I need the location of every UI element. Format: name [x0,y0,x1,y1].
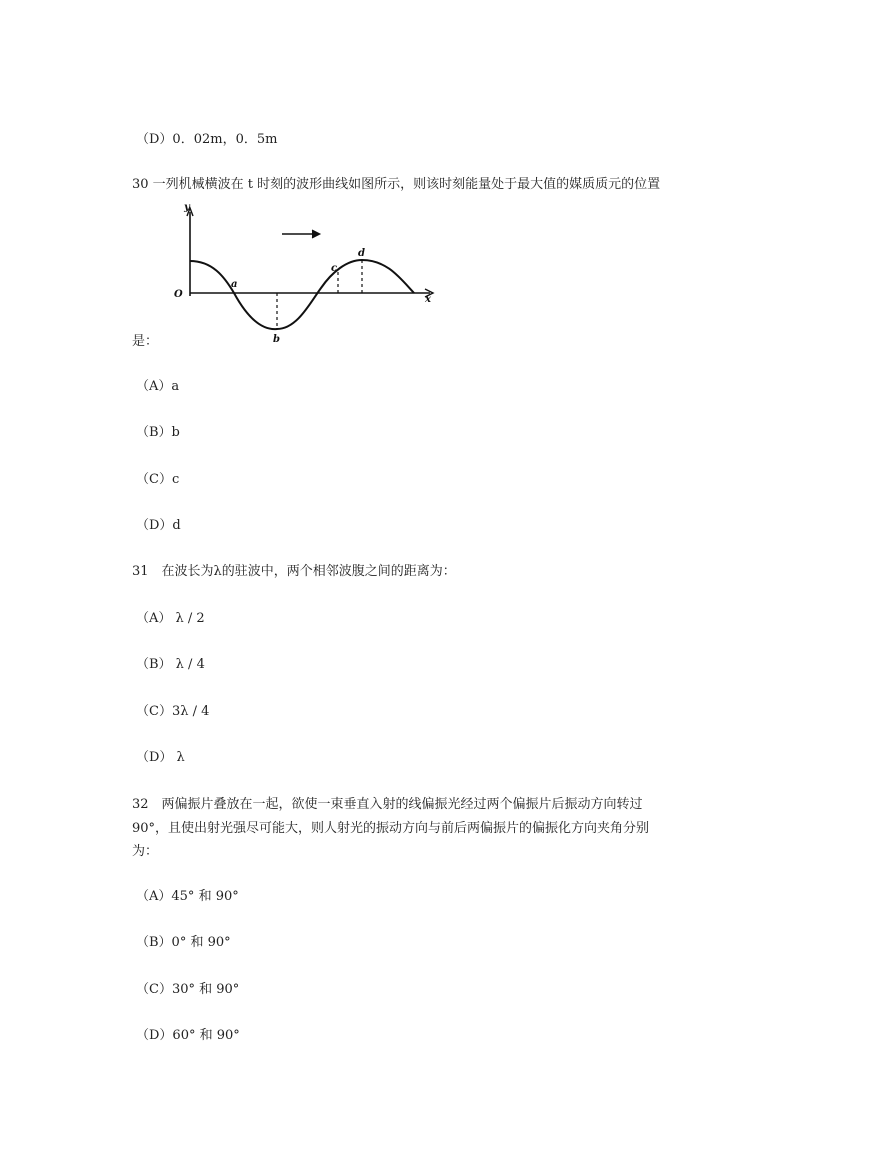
point-d-label: d [358,248,365,259]
x-axis-label: x [425,294,431,305]
q32-option-c: （C）30° 和 90° [136,982,240,997]
q32-option-b: （B）0° 和 90° [136,935,231,950]
point-a-label: a [231,279,238,290]
wave-figure [172,198,447,348]
q32-option-a: （A）45° 和 90° [136,889,239,904]
q30-stem: 30 一列机械横波在 t 时刻的波形曲线如图所示，则该时刻能量处于最大值的媒质质元的位置 [132,177,661,192]
q29-option-d: （D）0．02m，0．5m [136,132,278,147]
q31-option-b: （B） λ / 4 [136,657,205,672]
arrow-right-icon [282,230,320,238]
q31-option-c: （C）3λ / 4 [136,704,210,719]
q30-stem-tail: 是： [132,334,159,349]
q32-option-d: （D）60° 和 90° [136,1028,240,1043]
origin-label: O [174,289,183,300]
point-b-label: b [273,334,280,345]
q31-stem: 31 在波长为λ的驻波中，两个相邻波腹之间的距离为： [132,564,456,579]
point-c-label: c [331,263,338,274]
q31-option-d: （D） λ [136,750,185,765]
y-axis-label: y [184,202,190,213]
q30-option-b: （B）b [136,425,180,440]
q32-stem-line-2: 90°，且使出射光强尽可能大，则人射光的振动方向与前后两偏振片的偏振化方向夹角分别 [132,821,650,836]
q32-stem-line-1: 32 两偏振片叠放在一起，欲使一束垂直入射的线偏振光经过两个偏振片后振动方向转过 [132,797,643,812]
wave-curve [190,260,414,329]
q30-option-a: （A）a [136,379,180,394]
q31-option-a: （A） λ / 2 [136,611,205,626]
q32-stem-line-3: 为： [132,844,159,859]
q30-option-d: （D）d [136,518,181,533]
q30-option-c: （C）c [136,472,180,487]
